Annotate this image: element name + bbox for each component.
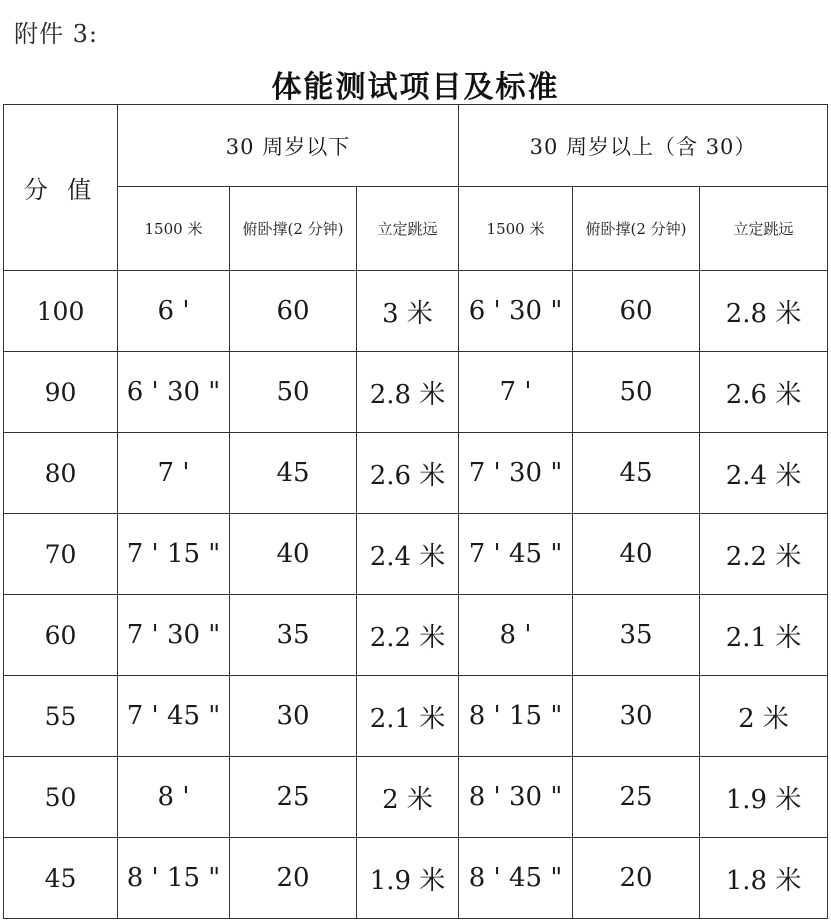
- pushup-under30-cell: 40: [230, 514, 357, 595]
- run-1500m-over30-cell: 8 ' 45 ": [459, 838, 573, 919]
- run-1500m-under30-cell: 7 ': [118, 433, 230, 514]
- score-cell: 100: [4, 271, 118, 352]
- run-1500m-over30-cell: 7 ' 30 ": [459, 433, 573, 514]
- pushup-over30-cell: 60: [573, 271, 700, 352]
- run-1500m-under30-cell: 7 ' 30 ": [118, 595, 230, 676]
- standing-jump-over30-cell: 2.4 米: [700, 433, 828, 514]
- standing-jump-under30-cell: 2.4 米: [357, 514, 459, 595]
- standing-jump-over30-cell: 1.8 米: [700, 838, 828, 919]
- standing-jump-under30-cell: 2 米: [357, 757, 459, 838]
- run-1500m-under30-cell: 6 ': [118, 271, 230, 352]
- score-cell: 45: [4, 838, 118, 919]
- score-cell: 70: [4, 514, 118, 595]
- standing-jump-under30-cell: 3 米: [357, 271, 459, 352]
- fitness-standards-table: [3, 104, 828, 919]
- attachment-label: 附件 3:: [14, 20, 98, 48]
- score-cell: 80: [4, 433, 118, 514]
- run-1500m-over30-cell: 8 ' 30 ": [459, 757, 573, 838]
- table-row: [4, 271, 828, 352]
- pushup-under30-cell: 60: [230, 271, 357, 352]
- standing-jump-over30-cell: 2 米: [700, 676, 828, 757]
- pushup-over30-cell: 50: [573, 352, 700, 433]
- run-1500m-under30-cell: 8 ': [118, 757, 230, 838]
- run-1500m-under30-cell: 8 ' 15 ": [118, 838, 230, 919]
- run-1500m-over30-cell: 6 ' 30 ": [459, 271, 573, 352]
- pushup-over30-cell: 40: [573, 514, 700, 595]
- table-row: [4, 433, 828, 514]
- standing-jump-over30-cell: 2.6 米: [700, 352, 828, 433]
- subheader-pushup-under30: 俯卧撑(2 分钟): [230, 187, 357, 271]
- standing-jump-over30-cell: 2.1 米: [700, 595, 828, 676]
- table-row: [4, 757, 828, 838]
- table-row: [4, 595, 828, 676]
- pushup-under30-cell: 45: [230, 433, 357, 514]
- subheader-1500m-over30: 1500 米: [459, 187, 573, 271]
- score-cell: 50: [4, 757, 118, 838]
- subheader-1500m-under30: 1500 米: [118, 187, 230, 271]
- run-1500m-under30-cell: 7 ' 15 ": [118, 514, 230, 595]
- run-1500m-over30-cell: 7 ': [459, 352, 573, 433]
- subheader-pushup-over30: 俯卧撑(2 分钟): [573, 187, 700, 271]
- score-cell: 90: [4, 352, 118, 433]
- table-row: [4, 352, 828, 433]
- standing-jump-over30-cell: 2.8 米: [700, 271, 828, 352]
- subheader-jump-over30: 立定跳远: [700, 187, 828, 271]
- pushup-over30-cell: 35: [573, 595, 700, 676]
- standing-jump-over30-cell: 1.9 米: [700, 757, 828, 838]
- table-row: [4, 838, 828, 919]
- header-group-row: [4, 105, 828, 187]
- pushup-under30-cell: 25: [230, 757, 357, 838]
- standing-jump-under30-cell: 2.6 米: [357, 433, 459, 514]
- run-1500m-under30-cell: 6 ' 30 ": [118, 352, 230, 433]
- run-1500m-under30-cell: 7 ' 45 ": [118, 676, 230, 757]
- pushup-under30-cell: 50: [230, 352, 357, 433]
- pushup-under30-cell: 35: [230, 595, 357, 676]
- standing-jump-over30-cell: 2.2 米: [700, 514, 828, 595]
- over-30-group-header: 30 周岁以上（含 30）: [459, 105, 828, 187]
- pushup-under30-cell: 20: [230, 838, 357, 919]
- run-1500m-over30-cell: 7 ' 45 ": [459, 514, 573, 595]
- pushup-under30-cell: 30: [230, 676, 357, 757]
- standing-jump-under30-cell: 2.8 米: [357, 352, 459, 433]
- pushup-over30-cell: 30: [573, 676, 700, 757]
- pushup-over30-cell: 25: [573, 757, 700, 838]
- score-cell: 55: [4, 676, 118, 757]
- run-1500m-over30-cell: 8 ' 15 ": [459, 676, 573, 757]
- table-row: [4, 676, 828, 757]
- page-title: 体能测试项目及标准: [271, 70, 560, 105]
- subheader-jump-under30: 立定跳远: [357, 187, 459, 271]
- score-column-header: 分 值: [4, 105, 118, 271]
- pushup-over30-cell: 20: [573, 838, 700, 919]
- header-sub-row: [4, 187, 828, 271]
- score-cell: 60: [4, 595, 118, 676]
- run-1500m-over30-cell: 8 ': [459, 595, 573, 676]
- pushup-over30-cell: 45: [573, 433, 700, 514]
- table-row: [4, 514, 828, 595]
- standing-jump-under30-cell: 1.9 米: [357, 838, 459, 919]
- standing-jump-under30-cell: 2.2 米: [357, 595, 459, 676]
- table-body: [4, 271, 828, 919]
- under-30-group-header: 30 周岁以下: [118, 105, 459, 187]
- standing-jump-under30-cell: 2.1 米: [357, 676, 459, 757]
